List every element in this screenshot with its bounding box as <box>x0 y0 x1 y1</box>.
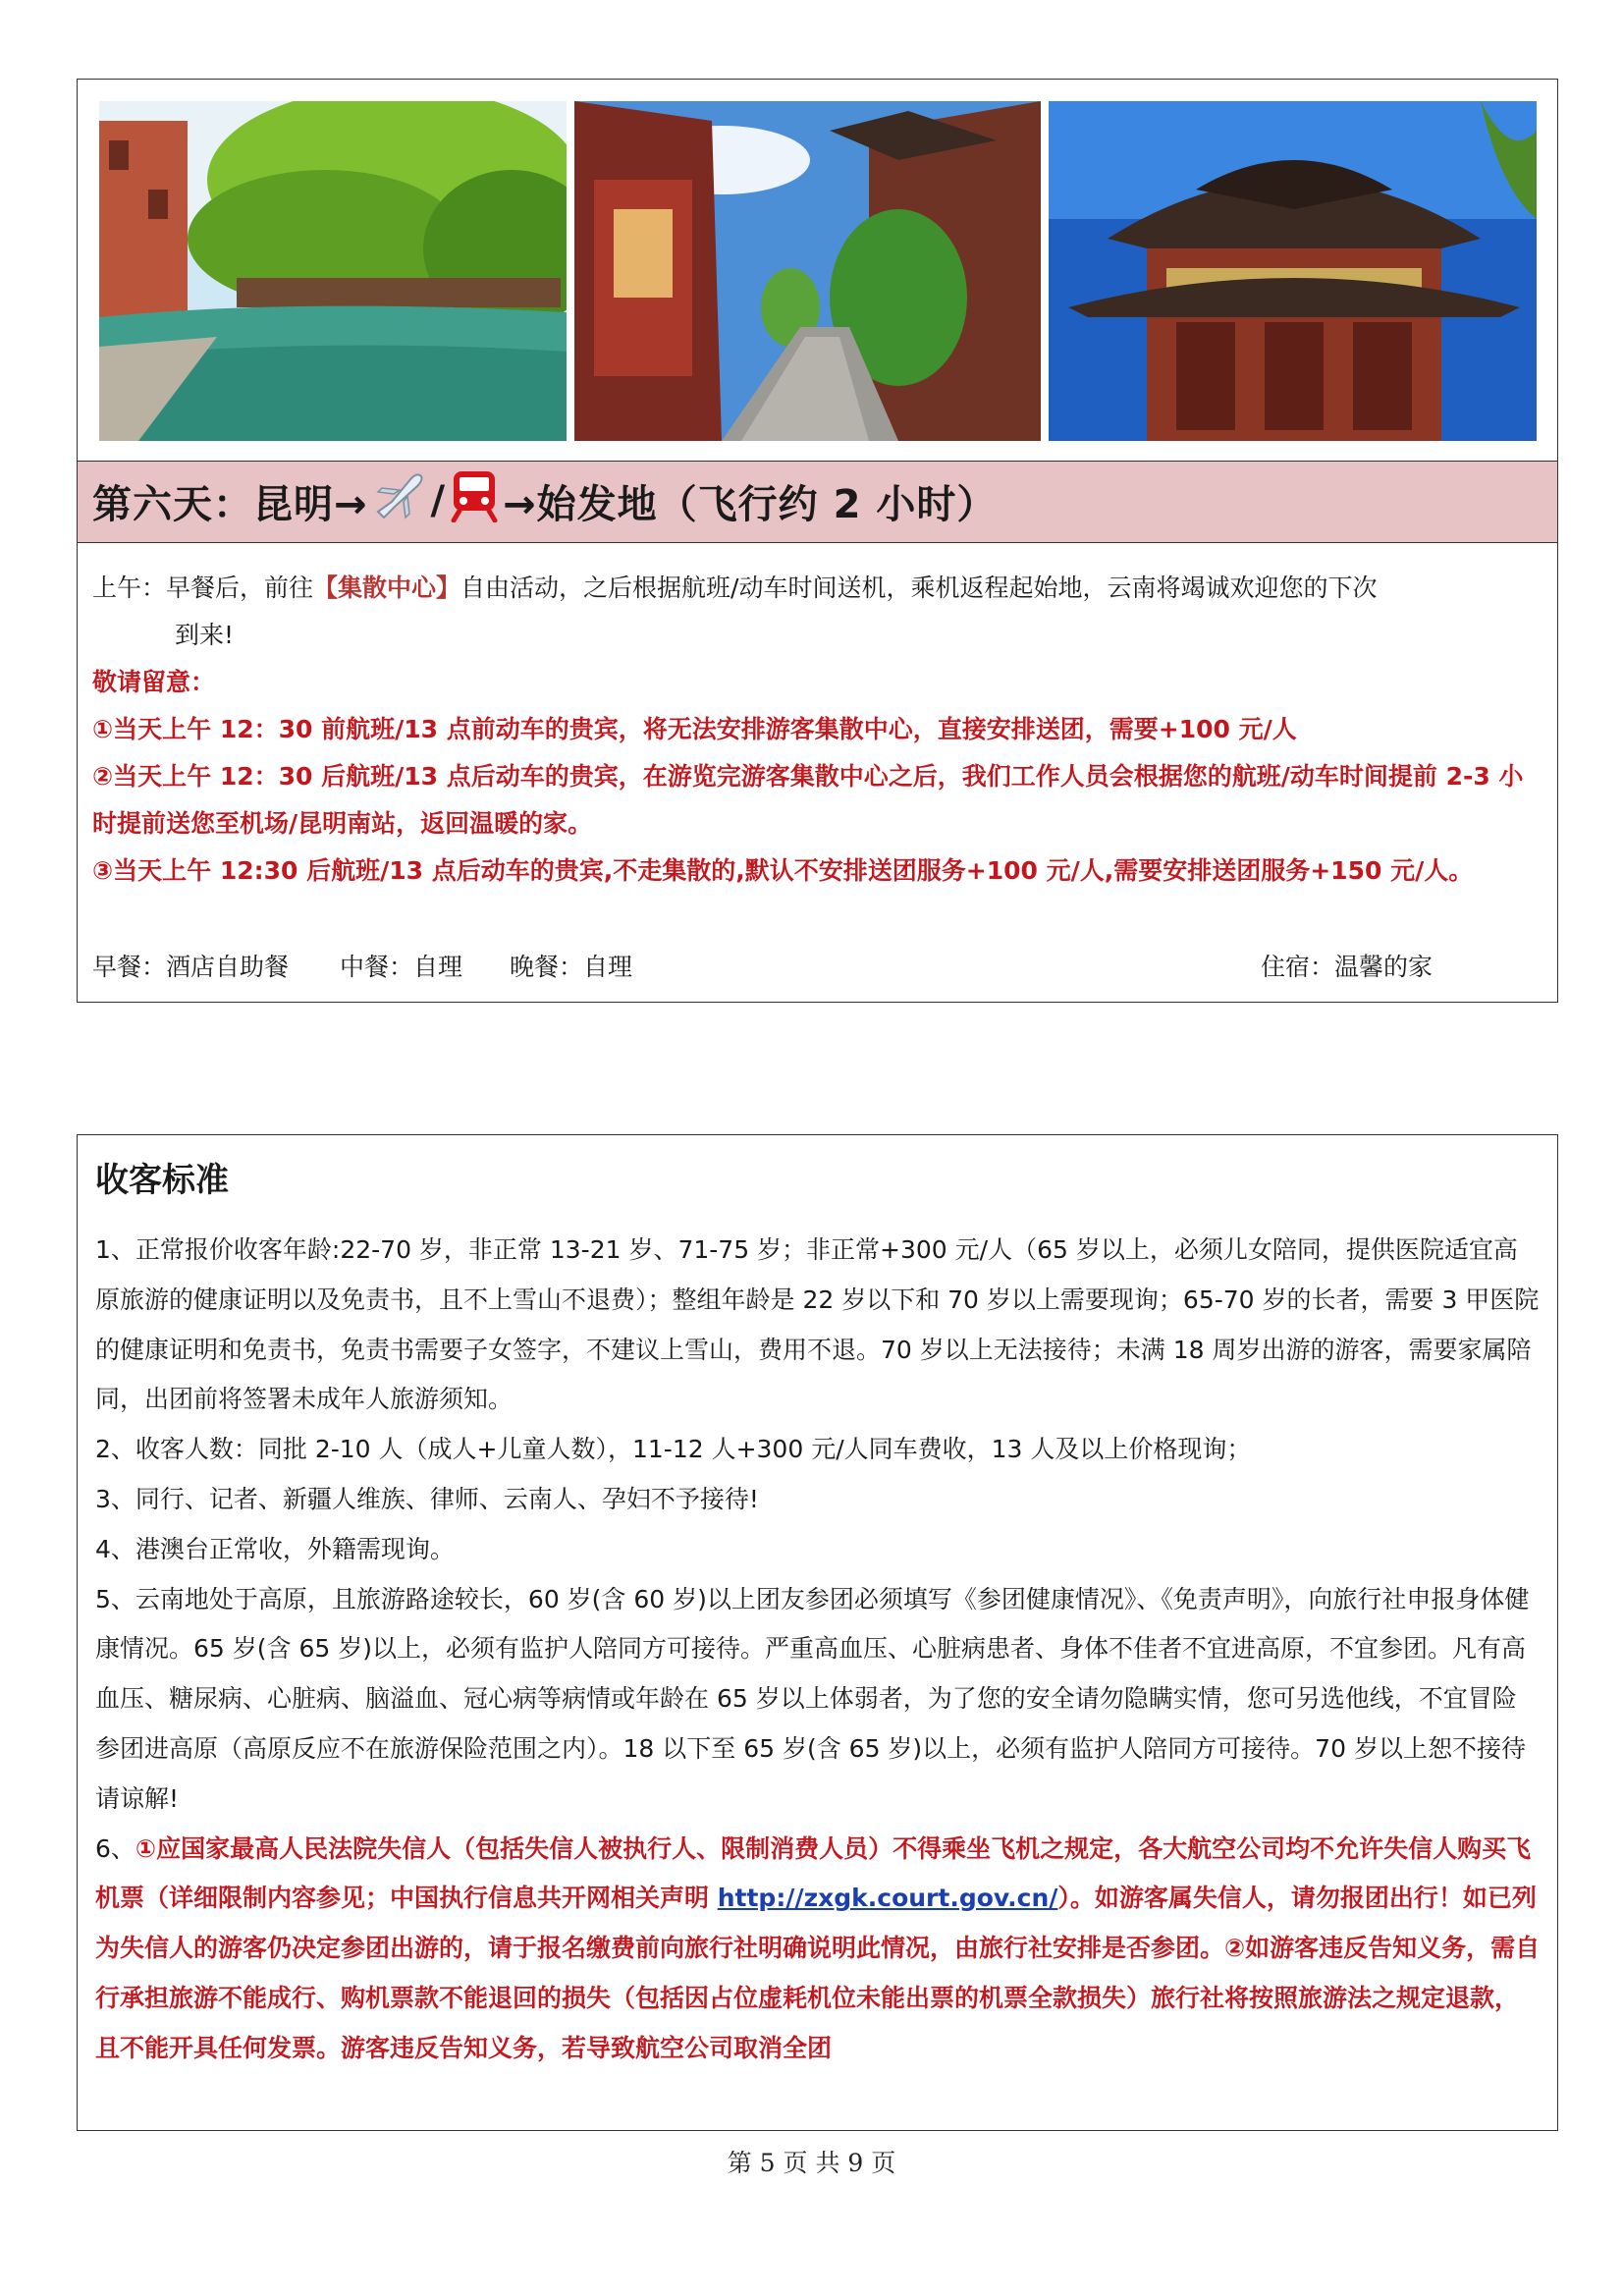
old-town-street-photo <box>574 101 1041 441</box>
standard-item-3: 3、同行、记者、新疆人维族、律师、云南人、孕妇不予接待! <box>95 1484 759 1513</box>
page-footer: 第 5 页 共 9 页 <box>727 2149 896 2177</box>
day6-morning-cont: 到来! <box>175 621 235 649</box>
standards-title: 收客标准 <box>95 1161 229 1200</box>
hotel: 住宿：温馨的家 <box>1261 953 1434 981</box>
notice-3: ③当天上午 12:30 后航班/13 点后动车的贵宾,不走集散的,默认不安排送团服务+100 元/人,需要安排送团服务+150 元/人。 <box>92 856 1474 885</box>
day6-title <box>92 473 997 528</box>
lijiang-pond-photo <box>99 101 567 441</box>
photo-strip <box>78 80 1557 459</box>
standard-item-4: 4、港澳台正常收，外籍需现询。 <box>95 1534 455 1563</box>
item6-part-a: ①应国家最高人民法院失信人（包括失信人被执行人、限制消费人员）不得乘坐飞机之规定，各大航空公司均不允许失信人购买飞机票（详细限制内容参见；中国执行信息共开网相关声明 <box>95 1833 1532 1913</box>
standard-item-6 <box>95 1825 1541 2074</box>
notice-2: ②当天上午 12：30 后航班/13 点后动车的贵宾，在游览完游客集散中心之后，我们工作人员会根据您的航班/动车时间提前 2-3 小时提前送您至机场/昆明南站，返回温暖的家。 <box>92 762 1524 838</box>
standard-item-1: 1、正常报价收客年龄:22-70 岁，非正常 13-21 岁、71-75 岁；非正常+300 元/人（65 岁以上，必须儿女陪同，提供医院适宜高原旅游的健康证明以及免责书，且不上雪山不退费）；整组年龄是 22 岁以下和 70 岁以上需要现询；65-70 岁的长者，需要 3 甲医院的健康证明和免责书，免责书需要子女签字，不建议上雪山，费用不退。70 岁以上无法接待；未满 18 周岁出游的游客，需要家属陪同，出团前将签署未成年人旅游须知。 <box>95 1235 1540 1414</box>
day6-body <box>92 565 1545 895</box>
standards-body <box>95 1226 1541 2074</box>
day6-title-part2: →始发地（飞行约 2 小时） <box>503 481 998 527</box>
day6-morning <box>92 565 1545 612</box>
morning-suffix: 自由活动，之后根据航班/动车时间送机，乘机返程起始地，云南将竭诚欢迎您的下次 <box>460 574 1378 602</box>
lunch: 中餐：自理 <box>340 953 463 981</box>
day6-section <box>77 79 1558 1003</box>
notice-1: ①当天上午 12：30 前航班/13 点前动车的贵宾，将无法安排游客集散中心，直接安排送团，需要+100 元/人 <box>92 715 1297 743</box>
notice-title: 敬请留意： <box>92 668 216 696</box>
train-icon <box>450 469 499 532</box>
gathering-center-highlight: 【集散中心】 <box>313 574 461 602</box>
breakfast: 早餐：酒店自助餐 <box>92 953 290 981</box>
item6-number: 6、 <box>95 1833 135 1863</box>
court-link[interactable]: http://zxgk.court.gov.cn/ <box>717 1884 1058 1913</box>
morning-prefix: 上午：早餐后，前往 <box>92 574 314 602</box>
airplane-icon <box>372 468 427 533</box>
dinner: 晚餐：自理 <box>510 953 633 981</box>
day6-title-slash: / <box>430 478 447 523</box>
naxi-tower-photo <box>1049 101 1537 441</box>
standard-item-2: 2、收客人数：同批 2-10 人（成人+儿童人数），11-12 人+300 元/人同车费收，13 人及以上价格现询； <box>95 1435 1252 1464</box>
standards-section <box>77 1134 1558 2131</box>
item6-part-b: ）。如游客属失信人，请勿报团出行！如已列为失信人的游客仍决定参团出游的，请于报名缴费前向旅行社明确说明此情况，由旅行社安排是否参团。②如游客违反告知义务，需自行承担旅游不能成行、购机票款不能退回的损失（包括因占位虚耗机位未能出票的机票全款损失）旅行社将按照旅游法之规定退款，且不能开具任何发票。游客违反告知义务，若导致航空公司取消全团 <box>95 1884 1541 2062</box>
day6-header <box>78 461 1557 543</box>
day6-title-part1: 第六天：昆明→ <box>92 481 368 527</box>
standard-item-5: 5、云南地处于高原，且旅游路途较长，60 岁(含 60 岁)以上团友参团必须填写《参团健康情况》、《免责声明》，向旅行社申报身体健康情况。65 岁(含 65 岁)以上，必须有监护人陪同方可接待。严重高血压、心脏病患者、身体不佳者不宜进高原，不宜参团。凡有高血压、糖尿病、心脏病、脑溢血、冠心病等病情或年龄在 65 岁以上体弱者，为了您的安全请勿隐瞒实情，您可另选他线，不宜冒险参团进高原（高原反应不在旅游保险范围之内）。18 以下至 65 岁(含 65 岁)以上，必须有监护人陪同方可接待。70 岁以上恕不接待请谅解! <box>95 1584 1530 1813</box>
